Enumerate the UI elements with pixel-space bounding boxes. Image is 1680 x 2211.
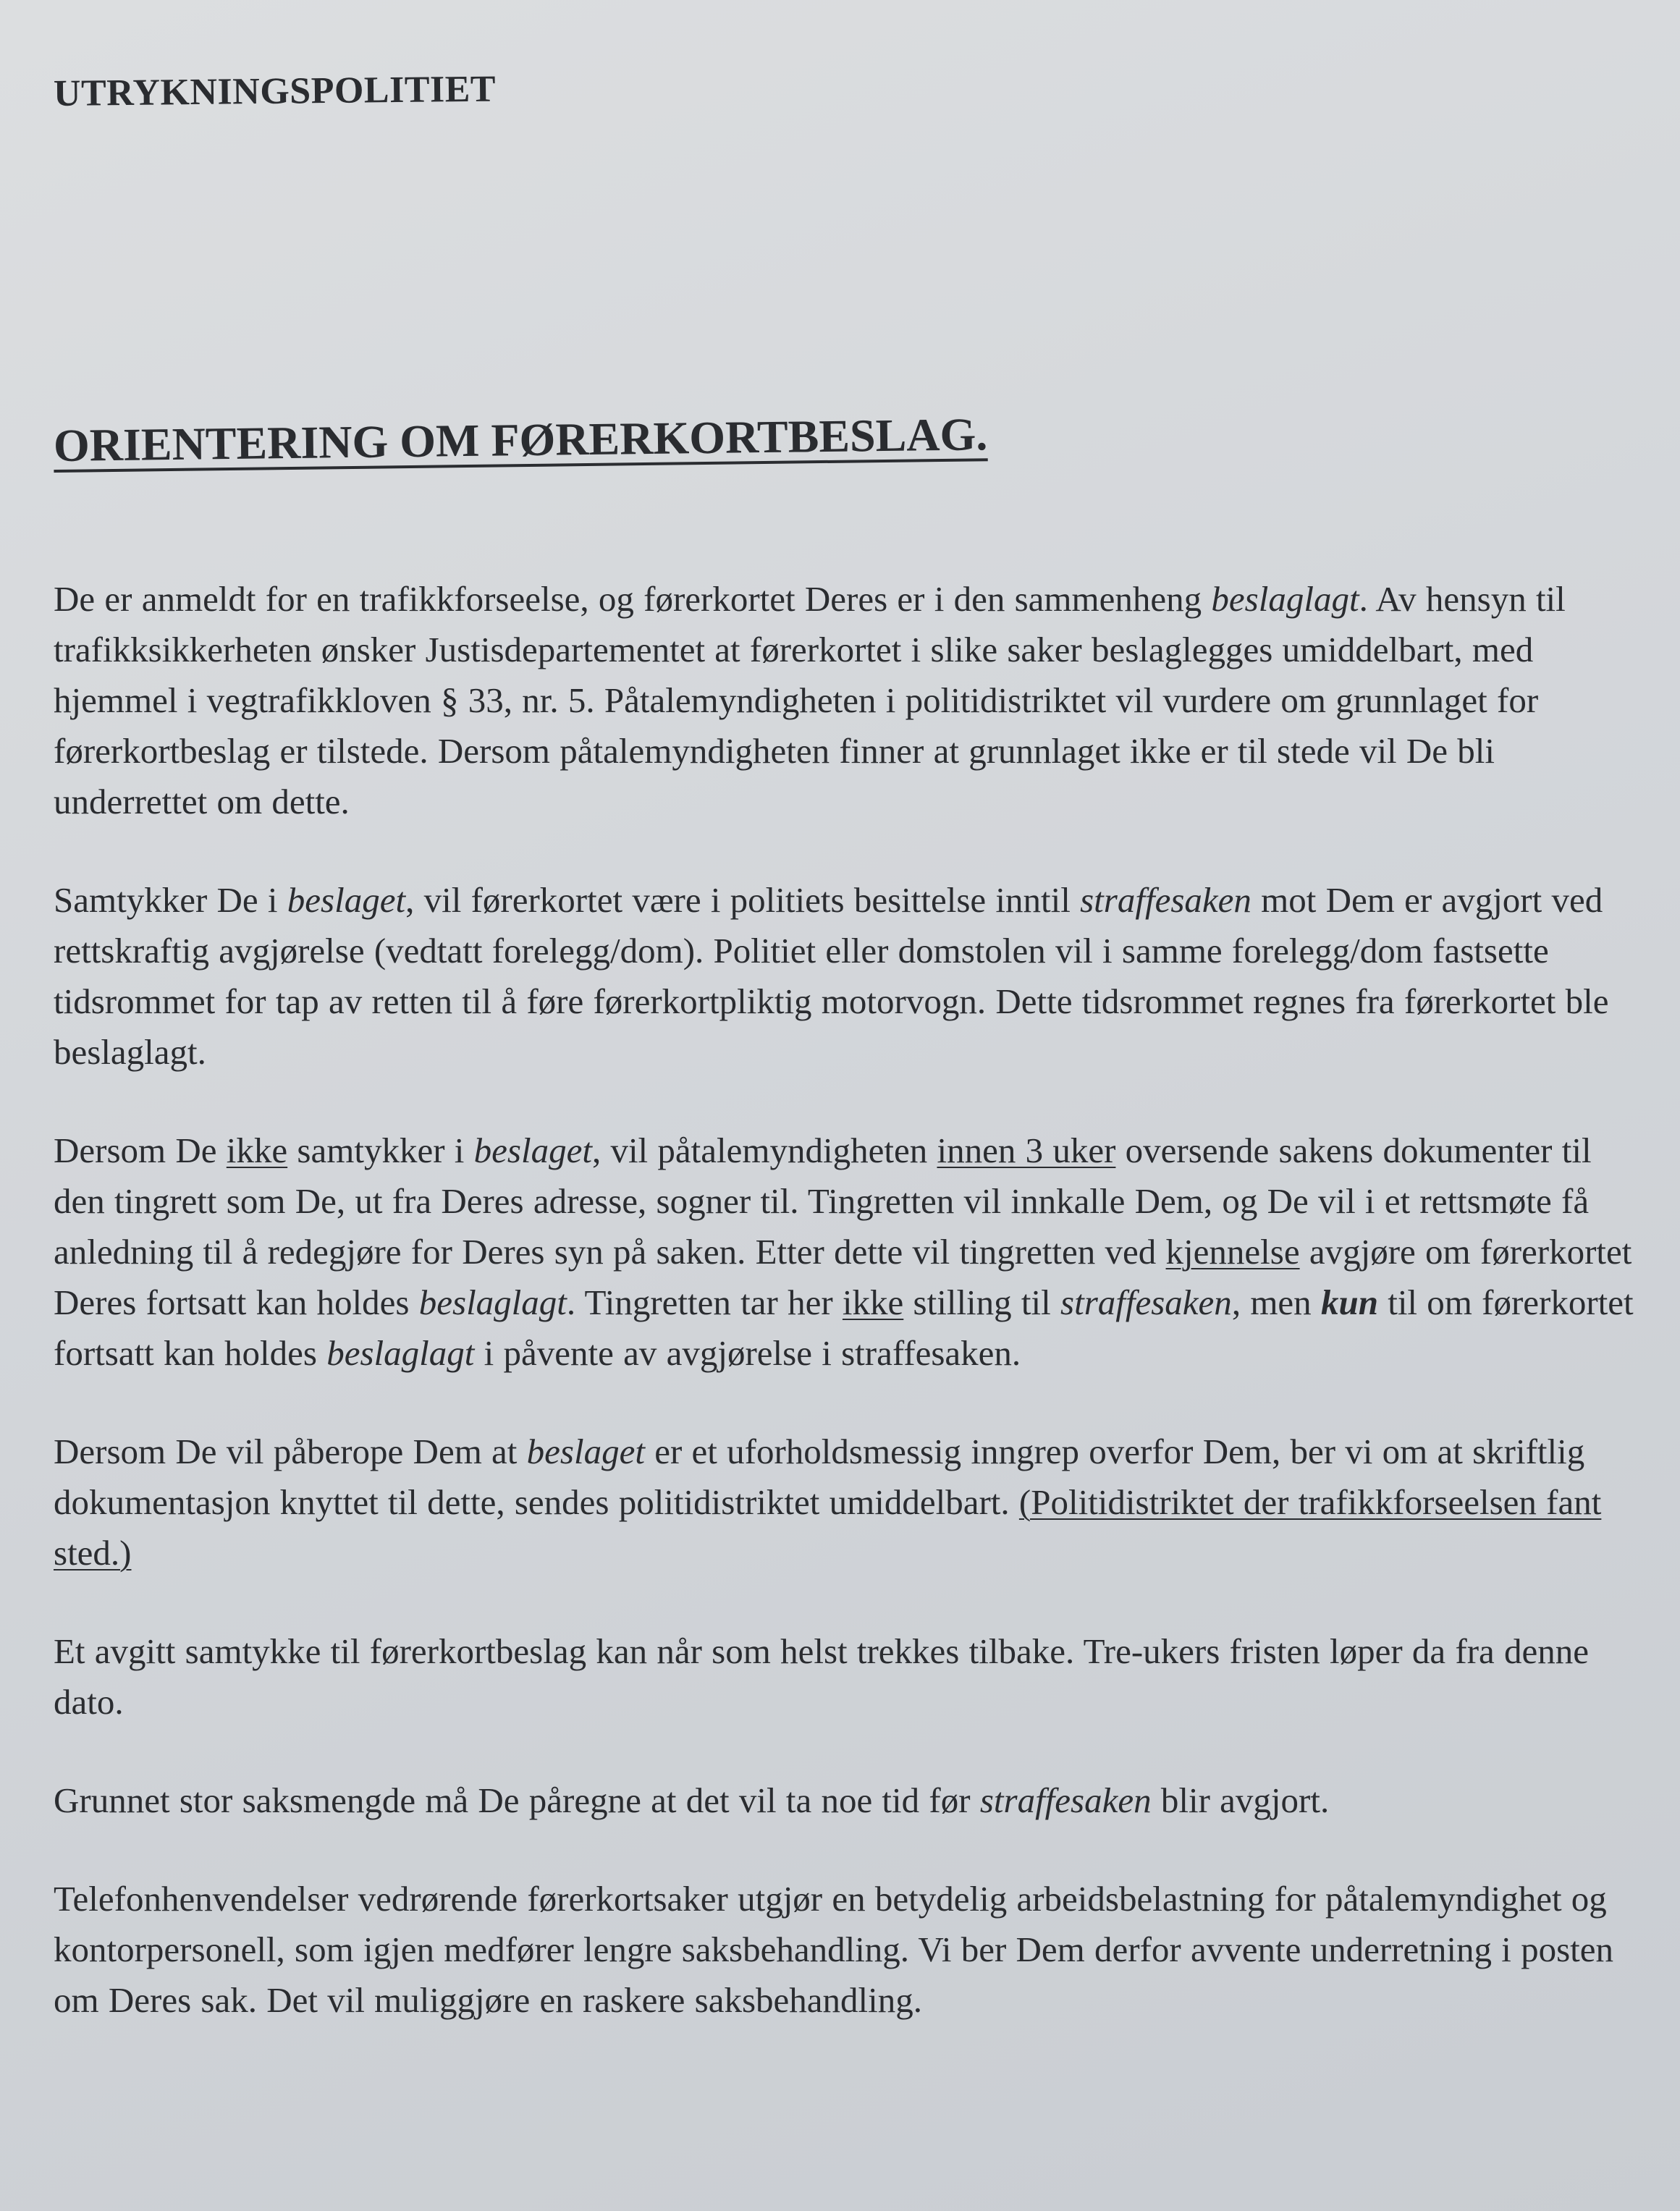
- emphasized-text: innen 3 uker: [937, 1130, 1116, 1170]
- emphasized-text: straffesaken: [1060, 1282, 1232, 1322]
- emphasized-text: kjennelse: [1165, 1232, 1300, 1272]
- emphasized-text: ikke: [226, 1130, 288, 1170]
- emphasized-text: straffesaken: [979, 1780, 1152, 1820]
- paragraph-text: De er anmeldt for en trafikkforseelse, og førerkortet Deres er i den sammenheng: [54, 579, 1212, 619]
- paragraph-text: mot Dem er avgjort ved rettskraftig avgjørelse (vedtatt forelegg/dom). Politiet eller domstolen vil i samme forelegg/dom fastsette tidsrommet for tap av retten til å føre førerkortpliktig motorvogn. Dette tidsrommet regnes fra førerkortet ble beslaglagt.: [54, 880, 1609, 1072]
- paragraph-text: til om førerkortet fortsatt kan holdes: [54, 1282, 1634, 1373]
- body-paragraph: [54, 1426, 1639, 1578]
- emphasized-text: beslaget: [287, 880, 406, 920]
- paragraph-text: , vil førerkortet være i politiets besittelse inntil: [405, 880, 1081, 920]
- paragraph-text: samtykker i: [287, 1130, 474, 1170]
- emphasized-text: beslaget: [526, 1432, 645, 1471]
- agency-name: UTRYKNINGSPOLITIET: [53, 68, 497, 114]
- emphasized-text: ikke: [842, 1282, 904, 1322]
- emphasized-text: beslaget: [473, 1130, 592, 1170]
- emphasized-text: beslaglagt: [326, 1333, 475, 1373]
- emphasized-text: (Politidistriktet der trafikkforseelsen fant sted.): [54, 1482, 1602, 1573]
- paragraph-text: avgjøre om førerkortet Deres fortsatt kan holdes: [54, 1232, 1632, 1322]
- paragraph-text: . Tingretten tar her: [566, 1282, 843, 1322]
- paragraph-text: oversende sakens dokumenter til den tingrett som De, ut fra Deres adresse, sogner til. Tingretten vil innkalle Dem, og De vil i et rettsmøte få anledning til å redegjøre for Deres syn på saken. Etter dette vil tingretten ved: [54, 1130, 1592, 1272]
- emphasized-text: beslaglagt: [418, 1282, 567, 1322]
- paragraph-text: blir avgjort.: [1151, 1780, 1330, 1820]
- emphasized-text: straffesaken: [1080, 880, 1251, 920]
- body-paragraph: [54, 1775, 1639, 1826]
- paragraph-text: , vil påtalemyndigheten: [591, 1130, 937, 1170]
- body-paragraph: [54, 1874, 1639, 2026]
- paragraph-text: Grunnet stor saksmengde må De påregne at det vil ta noe tid før: [54, 1780, 980, 1820]
- document-title: ORIENTERING OM FØRERKORTBESLAG.: [53, 408, 988, 471]
- paragraph-text: er et uforholdsmessig inngrep overfor Dem, ber vi om at skriftlig dokumentasjon knyttet til dette, sendes politidistriktet umiddelbart.: [54, 1432, 1585, 1522]
- paragraph-text: . Av hensyn til trafikksikkerheten ønsker Justisdepartementet at førerkortet i slike saker beslaglegges umiddelbart, med hjemmel i vegtrafikkloven § 33, nr. 5. Påtalemyndigheten i politidistriktet vil vurdere om grunnlaget for førerkortbeslag er tilstede. Dersom påtalemyndigheten finner at grunnlaget ikke er til stede vil De bli underrettet om dette.: [54, 579, 1566, 821]
- emphasized-text: beslaglagt: [1211, 579, 1359, 619]
- document-body: [54, 574, 1639, 2026]
- body-paragraph: [54, 1626, 1639, 1728]
- paragraph-text: Dersom De: [54, 1130, 227, 1170]
- body-paragraph: [54, 574, 1639, 827]
- emphasized-text: kun: [1320, 1282, 1378, 1322]
- paragraph-text: i påvente av avgjørelse i straffesaken.: [474, 1333, 1021, 1373]
- paragraph-text: Dersom De vil påberope Dem at: [54, 1432, 527, 1471]
- paragraph-text: Et avgitt samtykke til førerkortbeslag kan når som helst trekkes tilbake. Tre-ukers fristen løper da fra denne dato.: [54, 1631, 1590, 1722]
- paragraph-text: Telefonhenvendelser vedrørende førerkortsaker utgjør en betydelig arbeidsbelastning for påtalemyndighet og kontorpersonell, som igjen medfører lengre saksbehandling. Vi ber Dem derfor avvente underretning i posten om Deres sak. Det vil muliggjøre en raskere saksbehandling.: [54, 1879, 1614, 2020]
- paragraph-text: Samtykker De i: [54, 880, 287, 920]
- body-paragraph: [54, 1125, 1639, 1379]
- body-paragraph: [54, 875, 1639, 1078]
- paragraph-text: , men: [1231, 1282, 1321, 1322]
- paragraph-text: stilling til: [903, 1282, 1061, 1322]
